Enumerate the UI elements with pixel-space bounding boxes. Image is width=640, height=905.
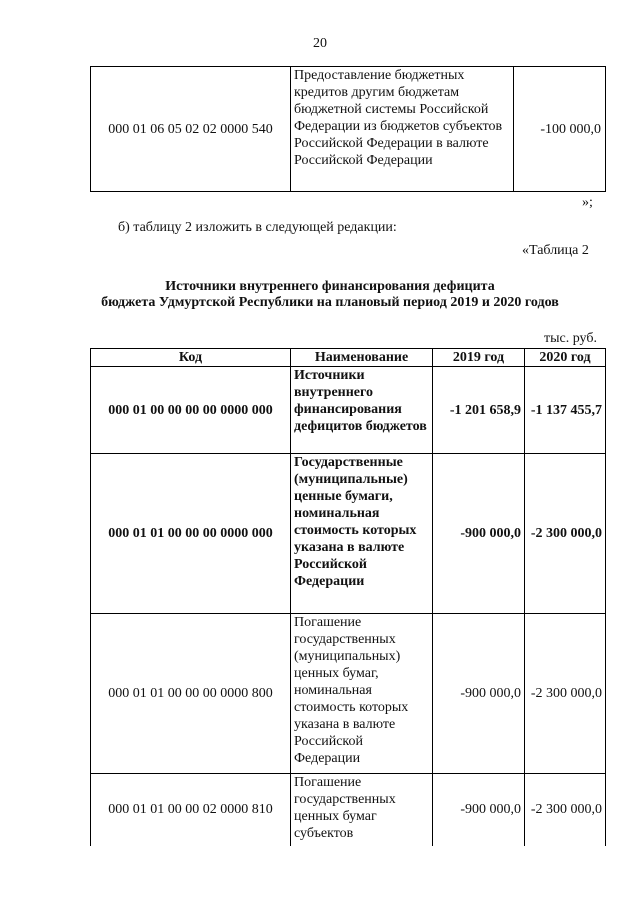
value-cell: -100 000,0	[514, 67, 606, 192]
table-label: «Таблица 2	[522, 243, 589, 258]
header-code: Код	[91, 349, 291, 367]
header-2020: 2020 год	[525, 349, 606, 367]
code-cell: 000 01 01 00 00 00 0000 000	[91, 454, 291, 614]
name-cell: Источники внутреннего финансирования дефицитов бюджетов	[291, 367, 433, 454]
value-2019-cell: -1 201 658,9	[433, 367, 525, 454]
value-2019-cell: -900 000,0	[433, 774, 525, 846]
value-2019-cell: -900 000,0	[433, 614, 525, 774]
value-2019-cell: -900 000,0	[433, 454, 525, 614]
table-row	[91, 454, 606, 614]
previous-table-fragment	[90, 66, 606, 192]
table-row	[91, 614, 606, 774]
table-header-row	[91, 349, 606, 367]
code-cell: 000 01 01 00 00 02 0000 810	[91, 774, 291, 846]
table-title-line1: Источники внутреннего финансирования дефицита	[165, 279, 495, 294]
table-row	[91, 774, 606, 846]
instruction-text: б) таблицу 2 изложить в следующей редакции:	[118, 220, 397, 235]
value-2020-cell: -2 300 000,0	[525, 774, 606, 846]
page-number: 20	[313, 36, 327, 51]
table-title-line2: бюджета Удмуртской Республики на плановый период 2019 и 2020 годов	[101, 295, 559, 310]
units-label: тыс. руб.	[544, 331, 597, 346]
value-2020-cell: -1 137 455,7	[525, 367, 606, 454]
closing-quote: »;	[582, 195, 593, 210]
financing-sources-table	[90, 348, 606, 846]
name-cell: Погашение государственных (муниципальных) ценных бумаг, номинальная стоимость которых указана в валюте Российской Федерации	[291, 614, 433, 774]
name-cell: Государственные (муниципальные) ценные бумаги, номинальная стоимость которых указана в валюте Российской Федерации	[291, 454, 433, 614]
code-cell: 000 01 06 05 02 02 0000 540	[91, 67, 291, 192]
name-cell: Предоставление бюджетных кредитов другим бюджетам бюджетной системы Российской Федерации из бюджетов субъектов Российской Федерации в валюте Российской Федерации	[291, 67, 514, 192]
value-2020-cell: -2 300 000,0	[525, 454, 606, 614]
table-row	[91, 367, 606, 454]
header-name: Наименование	[291, 349, 433, 367]
value-2020-cell: -2 300 000,0	[525, 614, 606, 774]
header-2019: 2019 год	[433, 349, 525, 367]
code-cell: 000 01 00 00 00 00 0000 000	[91, 367, 291, 454]
name-cell: Погашение государственных ценных бумаг субъектов	[291, 774, 433, 846]
table-row	[91, 67, 606, 192]
code-cell: 000 01 01 00 00 00 0000 800	[91, 614, 291, 774]
table-title	[40, 279, 620, 311]
